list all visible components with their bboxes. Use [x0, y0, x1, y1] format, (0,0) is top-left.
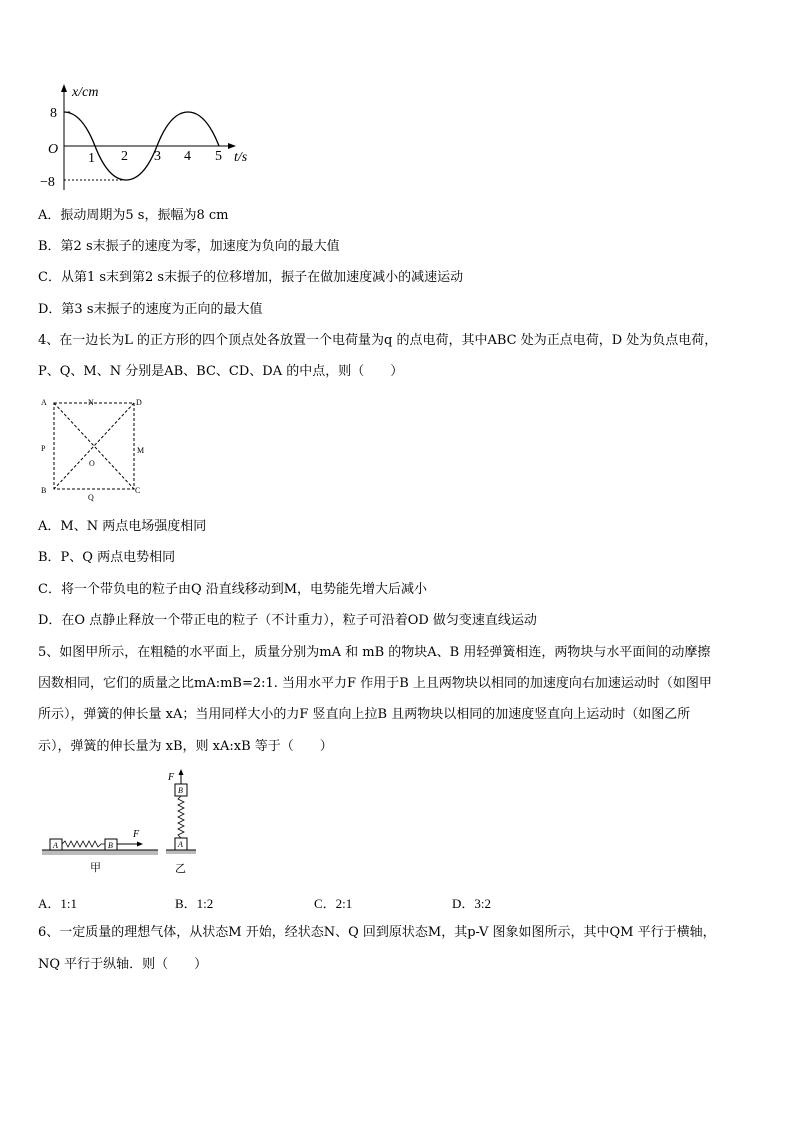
- jia-block-a: A: [53, 841, 58, 850]
- yi-block-b: B: [178, 786, 183, 795]
- q6-stem-line1: 6、一定质量的理想气体，从状态M 开始，经状态N、Q 回到原状态M，其p-V 图象如图所示，其中QM 平行于横轴，: [38, 925, 716, 940]
- q6-stem-line2: NQ 平行于纵轴．则（ ）: [38, 957, 208, 972]
- x-tick-1: 1: [88, 151, 95, 166]
- y-tick-neg8: −8: [40, 175, 55, 190]
- label-q: Q: [88, 493, 94, 502]
- label-a: A: [41, 398, 47, 407]
- jia-caption: 甲: [90, 862, 101, 874]
- q4-stem-line1: 4、在一边长为L 的正方形的四个顶点处各放置一个电荷量为q 的点电荷，其中ABC 处为正点电荷，D 处为负点电荷，: [38, 333, 718, 348]
- q4-option-a: A．M、N 两点电场强度相同: [38, 519, 207, 534]
- label-d: D: [136, 398, 142, 407]
- q5-stem-line3: 所示），弹簧的伸长量 xA；当用同样大小的力F 竖直向上拉B 且两物块以相同的加速度竖直向上运动时（如图乙所: [38, 707, 691, 722]
- oscillation-graph: [38, 82, 258, 192]
- q5-option-b: B．1:2: [175, 896, 214, 911]
- q4-option-b: B．P、Q 两点电势相同: [38, 550, 176, 565]
- q3-option-c: C．从第1 s末到第2 s末振子的位移增加，振子在做加速度减小的减速运动: [38, 270, 464, 285]
- x-tick-5: 5: [215, 149, 222, 164]
- q5-stem-line1: 5、如图甲所示，在粗糙的水平面上，质量分别为mA 和 mB 的物块A、B 用轻弹簧相连，两物块与水平面间的动摩擦: [38, 645, 711, 660]
- x-tick-4: 4: [184, 149, 191, 164]
- label-n: N: [88, 398, 94, 407]
- q4-option-d: D．在O 点静止释放一个带正电的粒子（不计重力），粒子可沿着OD 做匀变速直线运动: [38, 613, 537, 628]
- square-charges-figure: [38, 393, 150, 503]
- x-axis-label: t/s: [234, 150, 248, 165]
- label-p: P: [41, 444, 46, 453]
- label-m: M: [137, 446, 145, 455]
- q5-stem-line4: 示），弹簧的伸长量为 xB，则 xA:xB 等于（ ）: [38, 739, 333, 754]
- q3-option-a: A．振动周期为5 s，振幅为8 cm: [38, 208, 229, 223]
- y-axis-label: x/cm: [72, 85, 99, 100]
- jia-block-b: B: [108, 841, 113, 850]
- q4-stem-line2: P、Q、M、N 分别是AB、BC、CD、DA 的中点，则（ ）: [38, 364, 404, 379]
- figure-yi: [162, 768, 202, 878]
- origin-label: O: [48, 142, 59, 157]
- yi-block-a: A: [178, 840, 183, 849]
- q3-option-b: B．第2 s末振子的速度为零，加速度为负向的最大值: [38, 239, 340, 254]
- x-tick-3: 3: [154, 149, 161, 164]
- jia-force-f: F: [133, 829, 140, 840]
- q4-option-c: C．将一个带负电的粒子由Q 沿直线移动到M，电势能先增大后减小: [38, 582, 428, 597]
- y-tick-8: 8: [50, 106, 57, 121]
- yi-caption: 乙: [175, 863, 186, 875]
- label-b: B: [41, 486, 47, 495]
- q5-stem-line2: 因数相同，它们的质量之比mA:mB=2:1. 当用水平力F 作用于B 上且两物块以相同的加速度向右加速运动时（如图甲: [38, 676, 712, 691]
- x-tick-2: 2: [121, 149, 128, 164]
- yi-force-f: F: [168, 772, 175, 783]
- q5-option-d: D．3:2: [452, 896, 492, 911]
- figure-jia: [38, 822, 163, 877]
- q5-option-a: A．1:1: [38, 896, 78, 911]
- label-o: O: [89, 459, 95, 468]
- q3-option-d: D．第3 s末振子的速度为正向的最大值: [38, 302, 263, 317]
- label-c: C: [135, 486, 141, 495]
- q5-option-c: C．2:1: [314, 896, 353, 911]
